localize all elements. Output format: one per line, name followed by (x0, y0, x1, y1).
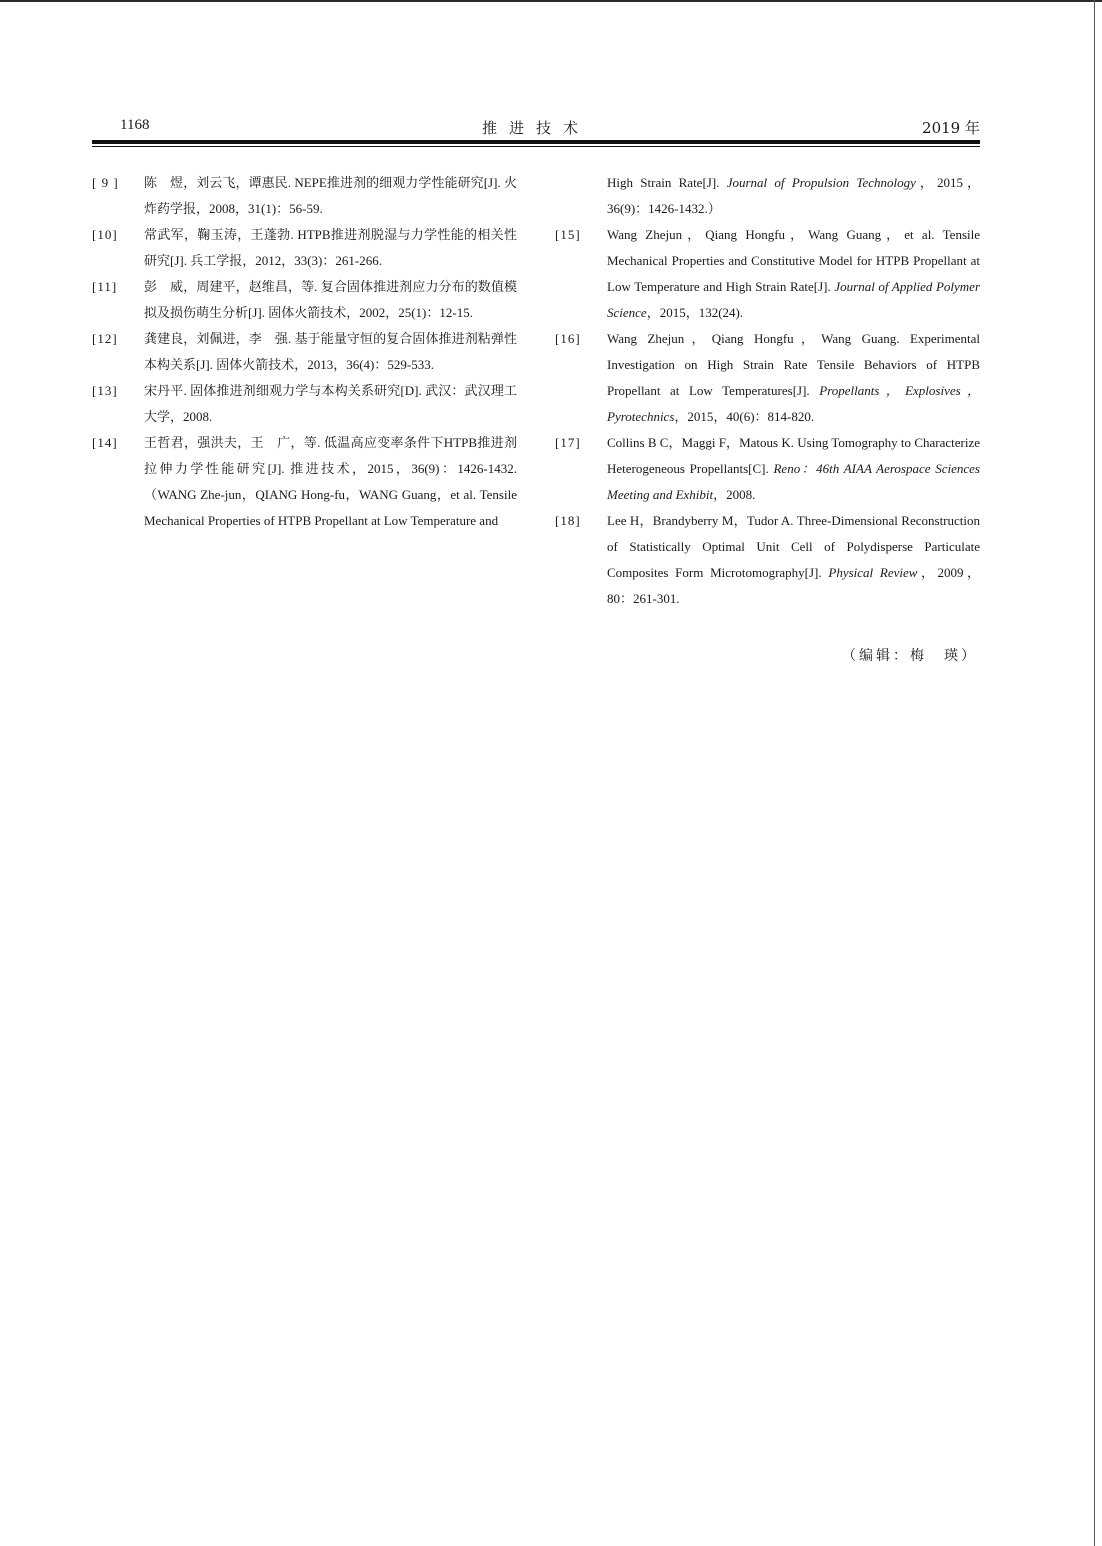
reference-number: [17] (555, 435, 581, 450)
reference-text: ，2015，36(9)：1426-1432.） (607, 175, 980, 216)
reference-text: Wang Zhejun，Qiang Hongfu，Wang Guang. Experimental Investigation on High Strain Rate Tensile Behaviors of HTPB Propellant at Low Temperatures[J]. (607, 331, 980, 398)
journal-name: Physical Review (828, 565, 918, 580)
reference-number: [13] (92, 383, 118, 398)
reference-item (92, 326, 517, 378)
reference-continuation (555, 170, 980, 222)
reference-body (607, 430, 980, 508)
reference-item (555, 222, 980, 326)
journal-name: Journal of Propulsion Technology (726, 175, 916, 190)
scan-edge-right (1094, 0, 1095, 1546)
reference-item (92, 430, 517, 534)
editor-credit: （编辑：梅 瑛） (842, 648, 978, 664)
reference-item (92, 170, 517, 222)
reference-item (555, 326, 980, 430)
reference-text: Lee H，Brandyberry M，Tudor A. Three-Dimensional Reconstruction of Statistically Optimal Unit Cell of Polydisperse Particulate Composites Form Microtomography[J]. (607, 513, 980, 580)
reference-text: 常武军，鞠玉涛，王蓬勃. HTPB推进剂脱湿与力学性能的相关性研究[J]. 兵工学报，2012，33(3)：261-266. (144, 227, 517, 268)
running-header (92, 117, 980, 139)
reference-text: 龚建良，刘佩进，李 强. 基于能量守恒的复合固体推进剂粘弹性本构关系[J]. 固体火箭技术，2013，36(4)：529-533. (144, 331, 517, 372)
reference-body (607, 326, 980, 430)
reference-number: [14] (92, 435, 118, 450)
reference-item (92, 274, 517, 326)
reference-text: ，2015，40(6)：814-820. (674, 409, 815, 424)
reference-number: [10] (92, 227, 118, 242)
reference-item (555, 430, 980, 508)
reference-item (92, 222, 517, 274)
reference-text: 宋丹平. 固体推进剂细观力学与本构关系研究[D]. 武汉：武汉理工大学，2008. (144, 383, 517, 424)
left-column (92, 170, 517, 534)
journal-name: Propellants，Explosives，Pyrotechnics (607, 383, 981, 424)
reference-number: [ 9 ] (92, 175, 119, 190)
reference-text: ，2008. (713, 487, 756, 502)
journal-title: 推进技术 (481, 119, 590, 137)
reference-number: [16] (555, 331, 581, 346)
reference-text: Collins B C，Maggi F，Matous K. Using Tomography to Characterize Heterogeneous Propellants[C]. (607, 435, 980, 476)
reference-number: [12] (92, 331, 118, 346)
header-rule-thin (92, 146, 980, 147)
reference-number: [11] (92, 279, 118, 294)
reference-text: High Strain Rate[J]. (607, 175, 727, 190)
reference-text: 陈 煜，刘云飞，谭惠民. NEPE推进剂的细观力学性能研究[J]. 火炸药学报，2008，31(1)：56-59. (144, 175, 517, 216)
right-column (555, 170, 980, 612)
page-number: 1168 (120, 117, 150, 133)
reference-text: Wang Zhejun，Qiang Hongfu，Wang Guang，et al. Tensile Mechanical Properties and Constitutive Model for HTPB Propellant at Low Temperature and High Strain Rate[J]. (607, 227, 980, 294)
journal-name: Journal of Applied Polymer Science (607, 279, 981, 320)
reference-text: ，2009，80：261-301. (607, 565, 980, 606)
journal-name: Reno：46th AIAA Aerospace Sciences Meeting and Exhibit (607, 461, 980, 502)
reference-text: ，2015，132(24). (646, 305, 744, 320)
publication-year: 2019 年 (922, 119, 980, 137)
scan-edge-top (0, 0, 1102, 2)
reference-number: [18] (555, 513, 581, 528)
reference-number: [15] (555, 227, 581, 242)
reference-item (555, 508, 980, 612)
reference-item (92, 378, 517, 430)
reference-body (607, 508, 980, 612)
reference-body (607, 222, 980, 326)
header-rule-thick (92, 140, 980, 144)
reference-text: 王哲君，强洪夫，王 广，等. 低温高应变率条件下HTPB推进剂拉伸力学性能研究[J]. 推进技术，2015，36(9)：1426-1432.（WANG Zhe-jun，QIANG Hong-fu，WANG Guang，et al. Tensile Mechanical Properties of HTPB Propellant at Low Temperature and (144, 435, 517, 528)
reference-text: 彭 威，周建平，赵维昌，等. 复合固体推进剂应力分布的数值模拟及损伤萌生分析[J]. 固体火箭技术，2002，25(1)：12-15. (144, 279, 517, 320)
